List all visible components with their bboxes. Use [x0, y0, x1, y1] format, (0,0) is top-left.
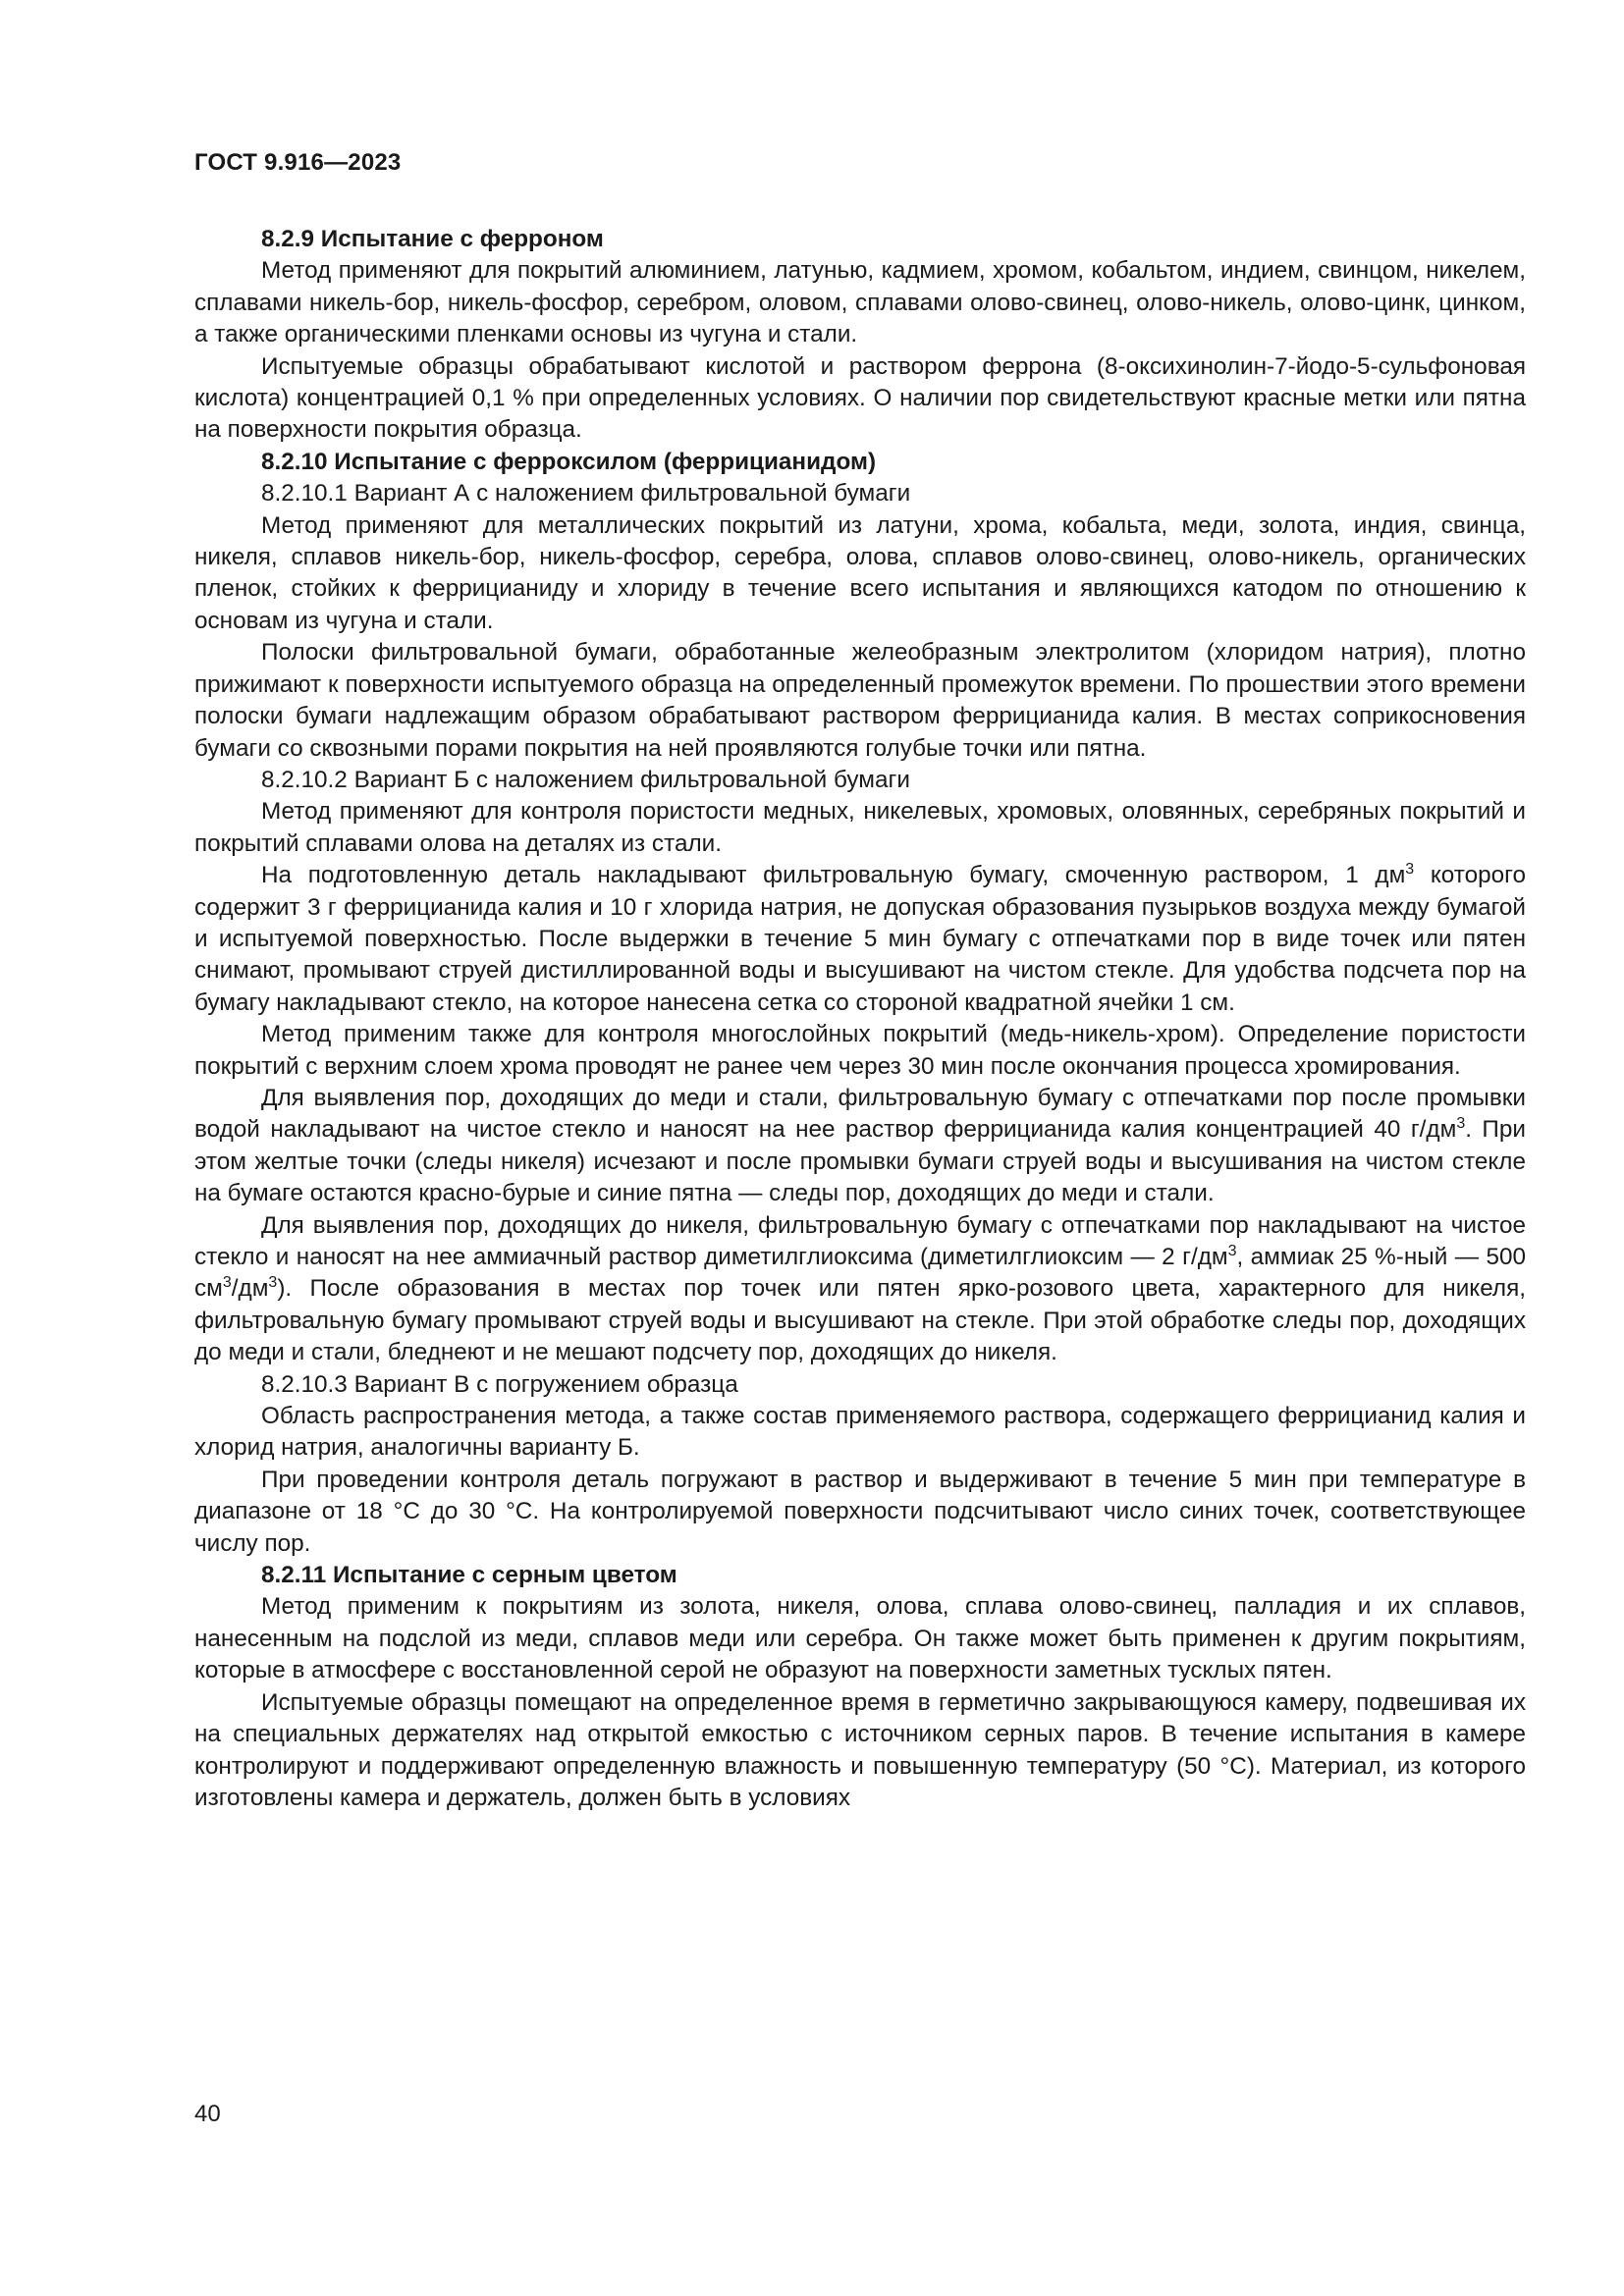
text-run: . При этом желтые точки (следы никеля) исчезают и после промывки бумаги струей воды и высушивания на чистом стекле на бумаге остаются красно-бурые и синие пятна — следы пор, доходящих до меди и стали.: [194, 1116, 1526, 1207]
paragraph: [194, 1083, 1526, 1210]
superscript: 3: [222, 1274, 232, 1292]
text-run: ). После образования в местах пор точек или пятен ярко-розового цвета, характерного для никеля, фильтровальную бумагу промывают струей воды и высушивают на стекле. При этой обработке следы пор, доходящих до меди и стали, бледнеют и не мешают подсчету пор, доходящих до никеля.: [194, 1275, 1526, 1366]
text-run: Для выявления пор, доходящих до меди и стали, фильтровальную бумагу с отпечатками пор после промывки водой накладывают на чистое стекло и наносят на нее раствор феррицианида калия концентрацией 40 г/дм: [194, 1084, 1526, 1144]
subsection-8-2-10-1-heading: 8.2.10.1 Вариант А с наложением фильтровальной бумаги: [261, 480, 911, 507]
page-number: 40: [194, 2101, 221, 2127]
paragraph: При проведении контроля деталь погружают в раствор и выдерживают в течение 5 мин при температуре в диапазоне от 18 °С до 30 °С. На контролируемой поверхности подсчитывают число синих точек, соответствующее числу пор.: [194, 1466, 1526, 1557]
paragraph: Испытуемые образцы помещают на определенное время в герметично закрывающуюся камеру, подвешивая их на специальных держателях над открытой емкостью с источником серных паров. В течение испытания в камере контролируют и поддерживают определенную влажность и повышенную температуру (50 °С). Материал, из которого изготовлены камера и держатель, должен быть в условиях: [194, 1688, 1526, 1811]
text-run: которого содержит 3 г феррицианида калия и 10 г хлорида натрия, не допуская образования пузырьков воздуха между бумагой и испытуемой поверхностью. После выдержки в течение 5 мин бумагу с отпечатками пор в виде точек или пятен снимают, промывают струей дистиллированной воды и высушивают на чистом стекле. Для удобства подсчета пор на бумагу накладывают стекло, на которое нанесена сетка со стороной квадратной ячейки 1 см.: [194, 862, 1526, 1016]
text-run: Для выявления пор, доходящих до никеля, фильтровальную бумагу с отпечатками пор накладывают на чистое стекло и наносят на нее аммиачный раствор диметилглиоксима (диметилглиоксим — 2 г/дм: [194, 1211, 1526, 1270]
paragraph: Область распространения метода, а также состав применяемого раствора, содержащего феррицианид калия и хлорид натрия, аналогичны варианту Б.: [194, 1403, 1526, 1462]
text-run: , аммиак 25 %-ный — 500 см: [194, 1244, 1526, 1303]
paragraph: Метод применяют для контроля пористости медных, никелевых, хромовых, оловянных, серебряных покрытий и покрытий сплавами олова на деталях из стали.: [194, 798, 1526, 857]
text-run: /дм: [231, 1275, 269, 1303]
document-body: [194, 224, 1526, 1814]
paragraph: Испытуемые образцы обрабатывают кислотой и раствором феррона (8-оксихинолин-7-йодо-5-сульфоновая кислота) концентрацией 0,1 % при определенных условиях. О наличии пор свидетельствуют красные метки или пятна на поверхности покрытия образца.: [194, 352, 1526, 444]
paragraph: [194, 860, 1526, 1019]
paragraph: Полоски фильтровальной бумаги, обработанные желеобразным электролитом (хлоридом натрия), плотно прижимают к поверхности испытуемого образца на определенный промежуток времени. По прошествии этого времени полоски бумаги надлежащим образом обрабатывают раствором феррицианида калия. В местах соприкосновения бумаги со сквозными порами покрытия на ней проявляются голубые точки или пятна.: [194, 639, 1526, 762]
section-8-2-9-heading: 8.2.9 Испытание с ферроном: [261, 226, 604, 252]
section-8-2-11-heading: 8.2.11 Испытание с серным цветом: [261, 1562, 677, 1589]
paragraph: Метод применяют для металлических покрытий из латуни, хрома, кобальта, меди, золота, индия, свинца, никеля, сплавов никель-бор, никель-фосфор, серебра, олова, сплавов олово-свинец, олово-никель, органических пленок, стойких к феррицианиду и хлориду в течение всего испытания и являющихся катодом по отношению к основам из чугуна и стали.: [194, 511, 1526, 634]
section-8-2-10-heading: 8.2.10 Испытание с ферроксилом (феррицианидом): [261, 448, 877, 475]
text-run: На подготовленную деталь накладывают фильтровальную бумагу, смоченную раствором, 1 дм: [261, 862, 1406, 889]
paragraph: Метод применим также для контроля многослойных покрытий (медь-никель-хром). Определение пористости покрытий с верхним слоем хрома проводят не ранее чем через 30 мин после окончания процесса хромирования.: [194, 1021, 1526, 1080]
subsection-8-2-10-2-heading: 8.2.10.2 Вариант Б с наложением фильтровальной бумаги: [261, 766, 910, 793]
paragraph: [194, 1210, 1526, 1369]
superscript: 3: [268, 1274, 278, 1292]
standard-designation: ГОСТ 9.916—2023: [194, 149, 402, 176]
paragraph: Метод применим к покрытиям из золота, никеля, олова, сплава олово-свинец, палладия и их сплавов, нанесенным на подслой из меди, сплавов меди или серебра. Он также может быть применен к другим покрытиям, которые в атмосфере с восстановленной серой не образуют на поверхности заметных тусклых пятен.: [194, 1593, 1526, 1684]
subsection-8-2-10-3-heading: 8.2.10.3 Вариант В с погружением образца: [261, 1370, 738, 1398]
paragraph: Метод применяют для покрытий алюминием, латунью, кадмием, хромом, кобальтом, индием, свинцом, никелем, сплавами никель-бор, никель-фосфор, серебром, оловом, сплавами олово-свинец, олово-никель, олово-цинк, цинком, а также органическими пленками основы из чугуна и стали.: [194, 257, 1526, 348]
superscript: 3: [1227, 1243, 1237, 1259]
superscript: 3: [1405, 861, 1415, 879]
superscript: 3: [1456, 1115, 1466, 1133]
